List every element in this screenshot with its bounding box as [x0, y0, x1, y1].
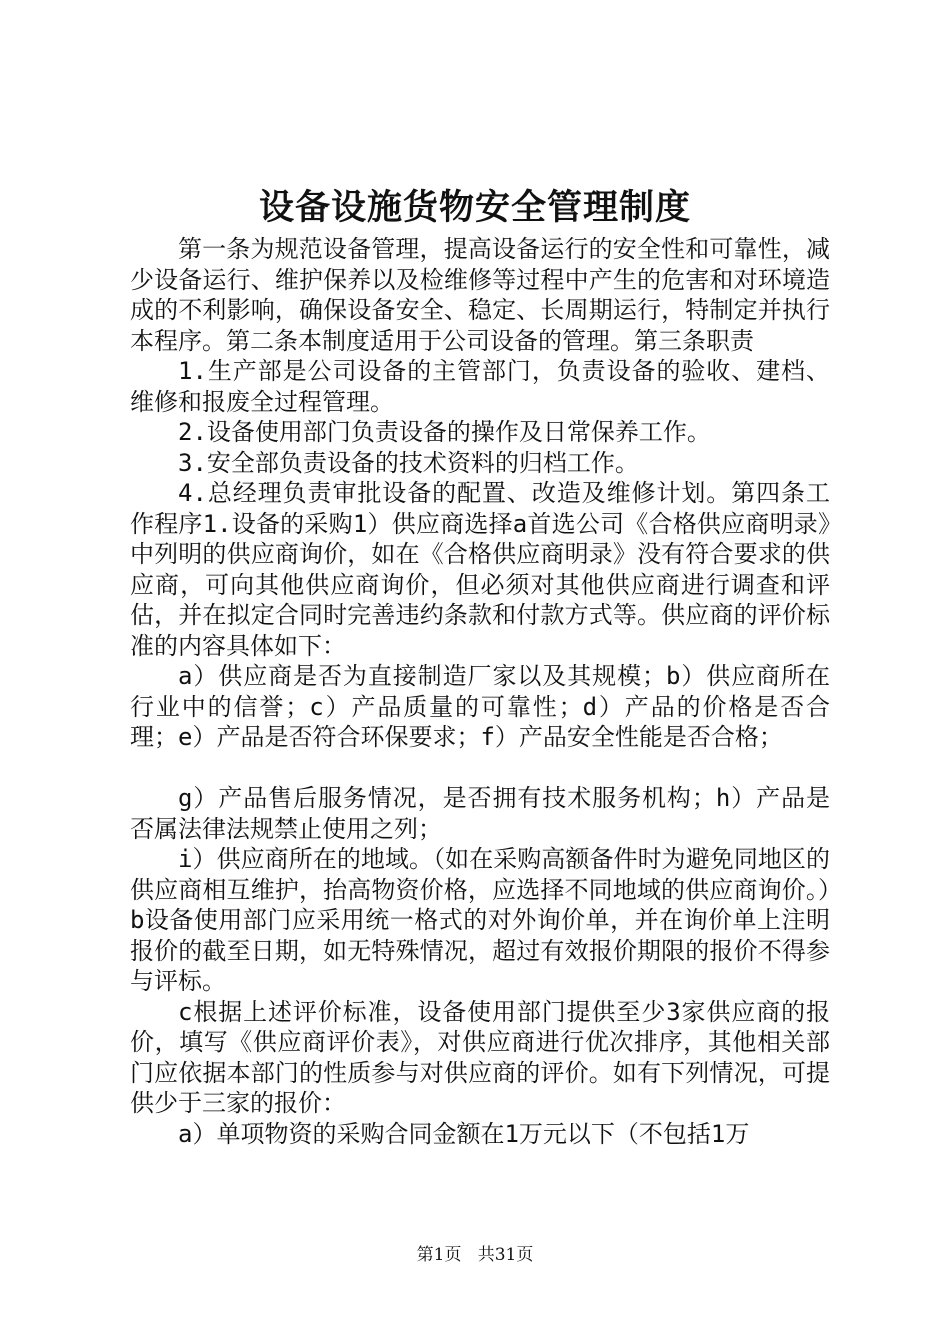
paragraph-10: a）单项物资的采购合同金额在1万元以下（不包括1万 — [178, 1119, 750, 1148]
page-footer — [0, 1243, 950, 1267]
paragraph-3: 2.设备使用部门负责设备的操作及日常保养工作。 — [178, 418, 711, 446]
paragraph-4: 3.安全部负责设备的技术资料的归档工作。 — [178, 448, 639, 477]
paragraph-2: 1.生产部是公司设备的主管部门，负责设备的验收、建档、维修和报废全过程管理。 — [130, 357, 830, 416]
paragraph-7: g）产品售后服务情况，是否拥有技术服务机构；h）产品是否属法律法规禁止使用之列； — [130, 784, 830, 843]
paragraph-8: i）供应商所在的地域。（如在采购高额备件时为避免同地区的供应商相互维护，抬高物资价格，应选择不同地域的供应商询价。）b设备使用部门应采用统一格式的对外询价单，并在询价单上注明报价的截至日期，如无特殊情况，超过有效报价期限的报价不得参与评标。 — [130, 845, 830, 995]
paragraph-5: 4.总经理负责审批设备的配置、改造及维修计划。第四条工作程序1.设备的采购1）供应商选择a首选公司《合格供应商明录》中列明的供应商询价，如在《合格供应商明录》没有符合要求的供应商，可向其他供应商询价，但必须对其他供应商进行调查和评估，并在拟定合同时完善违约条款和付款方式等。供应商的评价标准的内容具体如下： — [130, 479, 830, 660]
paragraph-6: a）供应商是否为直接制造厂家以及其规模；b）供应商所在行业中的信誉；c）产品质量的可靠性；d）产品的价格是否合理；e）产品是否符合环保要求；f）产品安全性能是否合格； — [130, 662, 830, 751]
document-title: 设备设施货物安全管理制度 — [258, 187, 691, 228]
document-body — [130, 234, 830, 1149]
blank-line — [130, 753, 830, 784]
page-number: 第1页 — [416, 1245, 462, 1265]
total-pages: 共31页 — [477, 1245, 534, 1265]
paragraph-1: 第一条为规范设备管理，提高设备运行的安全性和可靠性，减少设备运行、维护保养以及检维修等过程中产生的危害和对环境造成的不利影响，确保设备安全、稳定、长周期运行，特制定并执行本程序。第二条本制度适用于公司设备的管理。第三条职责 — [130, 235, 830, 355]
paragraph-9: c根据上述评价标准，设备使用部门提供至少3家供应商的报价，填写《供应商评价表》，对供应商进行优次排序，其他相关部门应依据本部门的性质参与对供应商的评价。如有下列情况，可提供少于三家的报价： — [130, 997, 830, 1117]
page-separator — [467, 1245, 472, 1265]
